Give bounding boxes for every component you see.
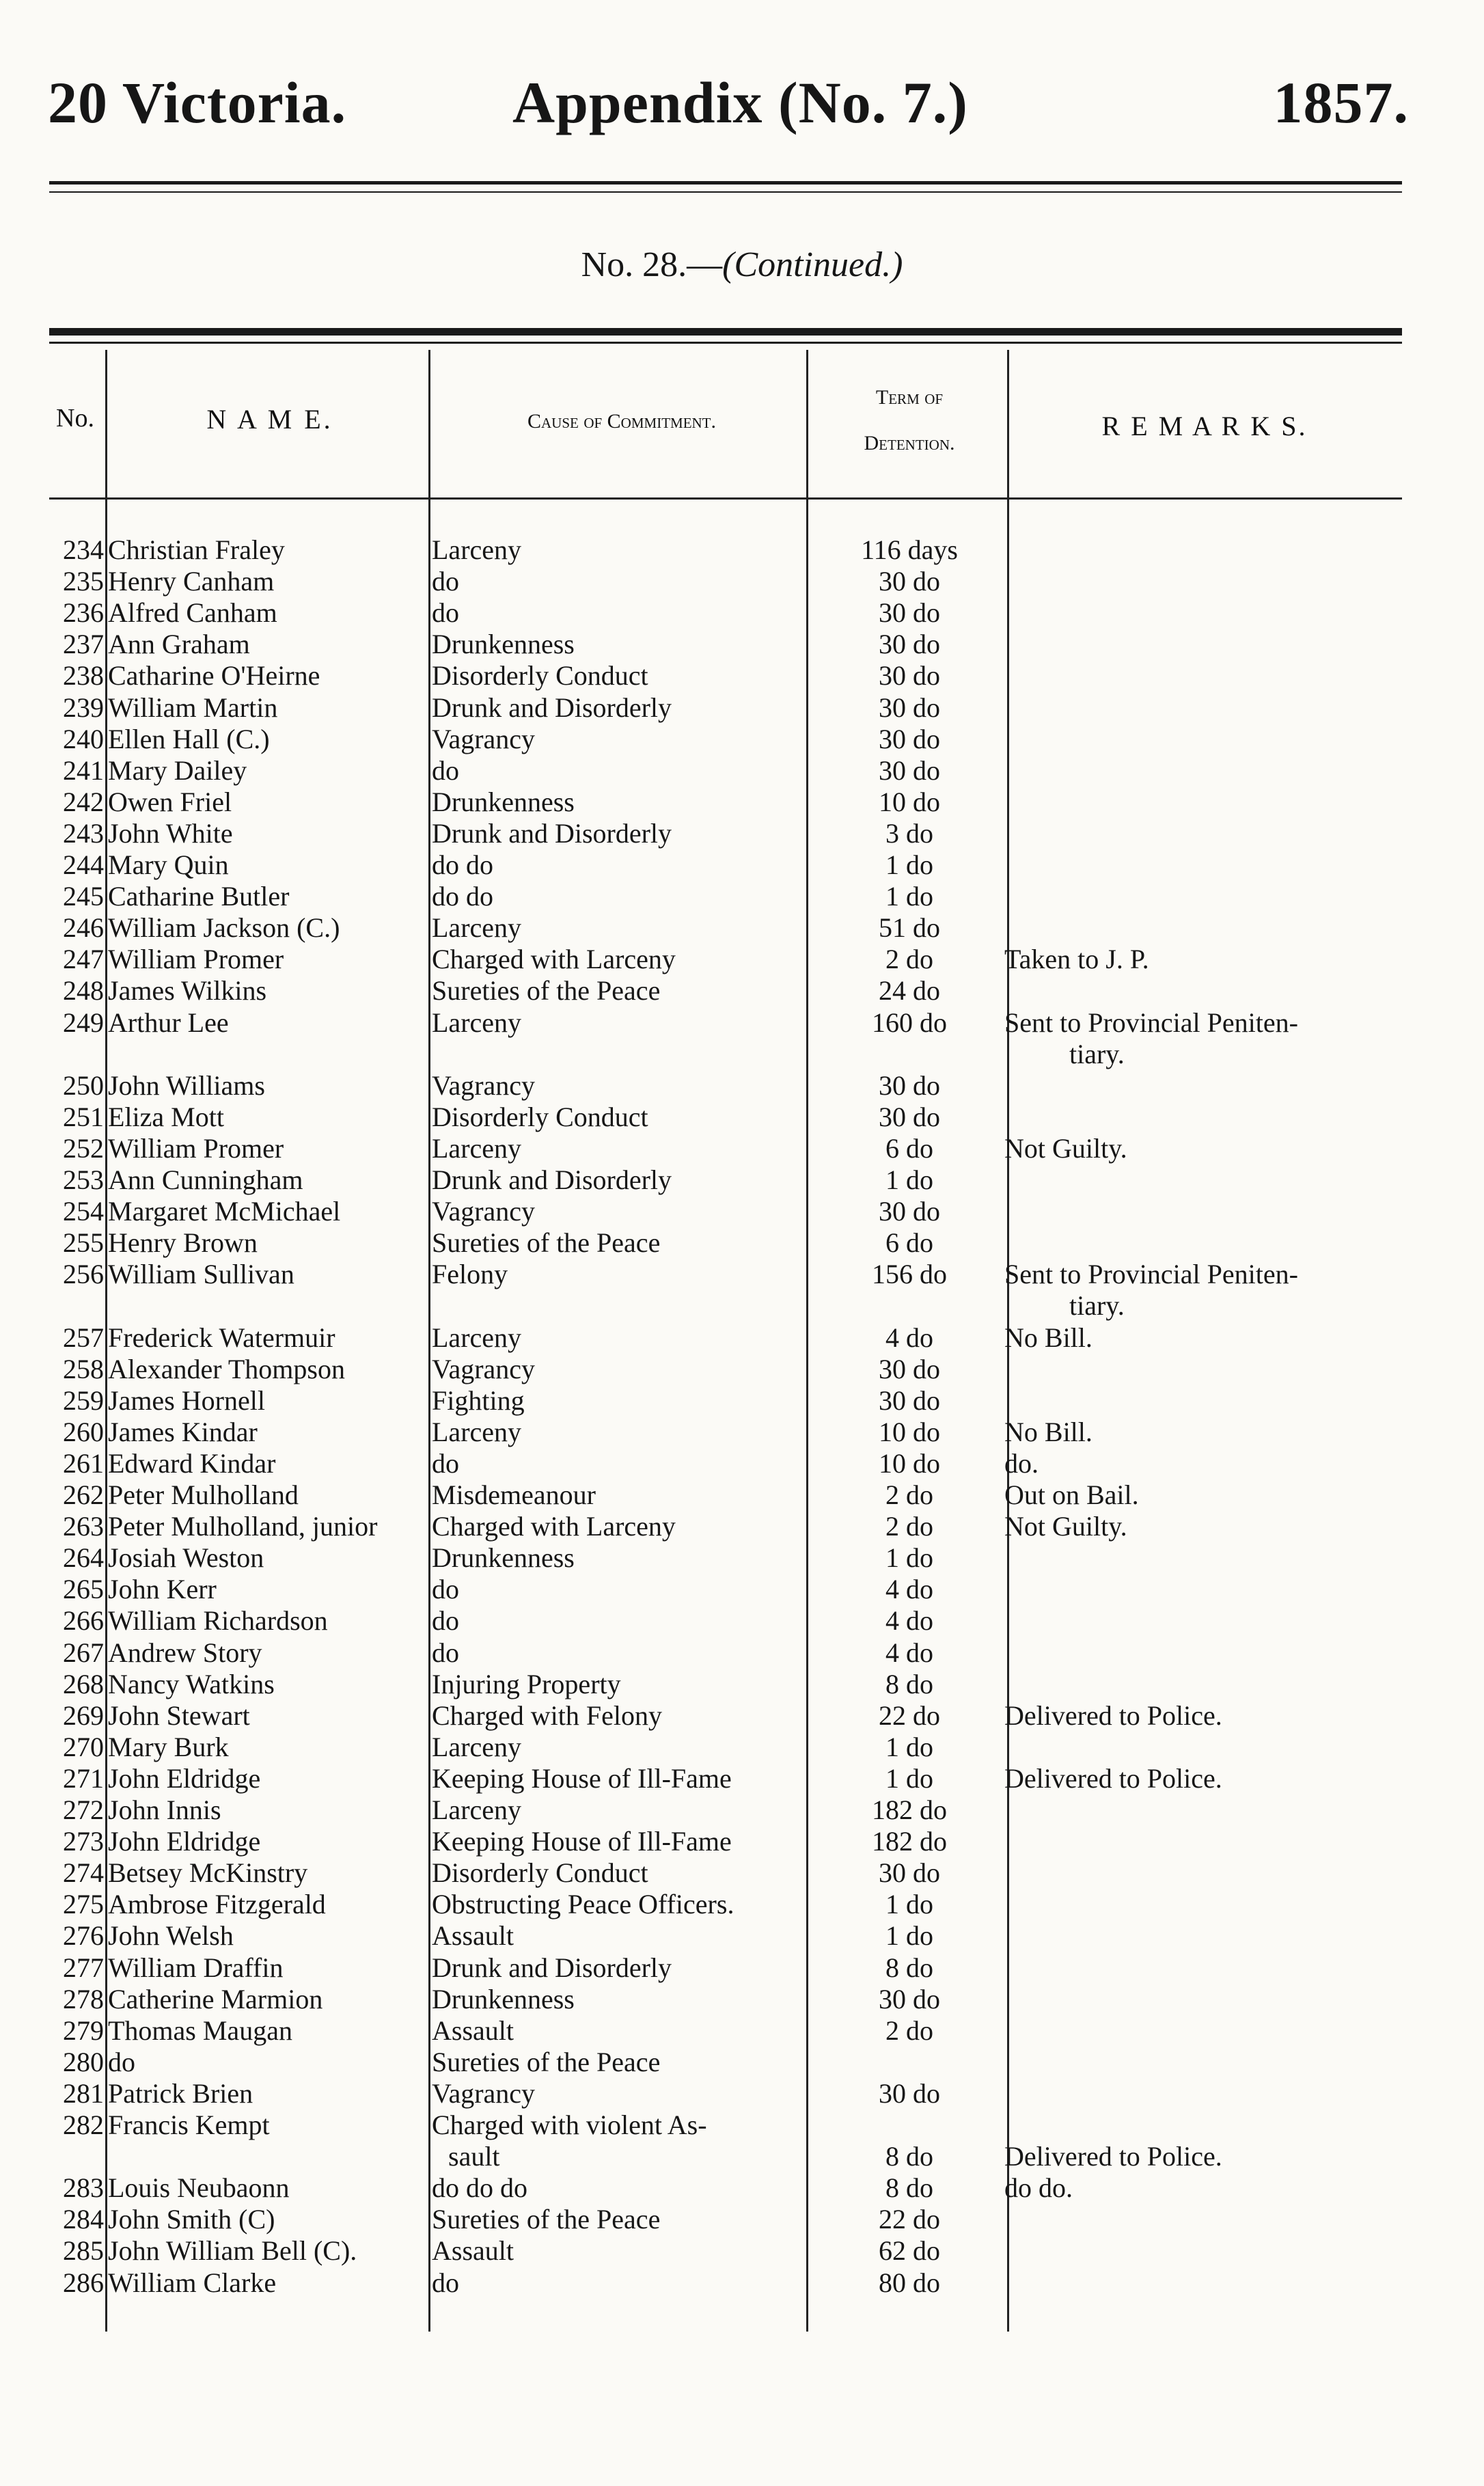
row-cause: Larceny [432,1416,522,1447]
row-cause: Drunk and Disorderly [432,692,672,723]
row-term: 1 do [885,1762,933,1794]
subtitle-continued: (Continued.) [722,245,903,284]
row-cause: do [432,1605,459,1637]
row-term: 6 do [885,1132,933,1164]
row-cause: Larceny [432,534,522,565]
row-remarks: Delivered to Police. [1004,1699,1222,1731]
table-row [0,1227,1484,1259]
row-cause: Larceny [432,1007,522,1038]
row-term: 1 do [885,881,933,912]
row-term: 30 do [879,1983,940,2014]
table-row [0,1259,1484,1322]
row-number: 236 [63,597,104,629]
row-term: 30 do [879,566,940,597]
row-name: Frederick Watermuir [108,1322,335,1353]
table-row [0,2172,1484,2204]
row-term: 1 do [885,1731,933,1762]
table-row [0,912,1484,944]
row-name: James Wilkins [108,975,267,1007]
row-term: 22 do [879,1699,940,1731]
table-row [0,787,1484,818]
row-term: 30 do [879,1353,940,1384]
row-cause: Assault [432,1920,514,1952]
row-cause: Keeping House of Ill-Fame [432,1762,732,1794]
row-number: 237 [63,629,104,660]
row-cause: Sureties of the Peace [432,2204,661,2235]
row-name: John Williams [108,1069,265,1101]
row-cause: Charged with violent As- [432,2109,707,2140]
row-remarks: Sent to Provincial Peniten- [1004,1259,1298,1290]
table-row [0,1763,1484,1794]
table-row [0,1794,1484,1826]
row-name: Owen Friel [108,786,232,817]
table-row [0,1605,1484,1637]
table-row [0,2235,1484,2267]
row-remarks-continued: tiary. [1069,1290,1125,1322]
row-cause: Misdemeanour [432,1479,596,1510]
row-term: 30 do [879,1196,940,1227]
table-row [0,2204,1484,2235]
row-cause: Larceny [432,1731,522,1762]
row-name: Arthur Lee [108,1007,229,1038]
row-remarks: Out on Bail. [1004,1479,1139,1510]
row-name: John Welsh [108,1920,234,1952]
row-number: 280 [63,2046,104,2077]
table-row [0,2015,1484,2047]
row-term: 62 do [879,2235,940,2267]
row-term: 156 do [872,1259,947,1290]
row-cause: Charged with Larceny [432,1511,676,1542]
table-row [0,975,1484,1007]
row-name: Alexander Thompson [108,1353,345,1384]
row-number: 248 [63,975,104,1007]
row-cause: Disorderly Conduct [432,1101,648,1132]
row-name: Betsey McKinstry [108,1857,308,1889]
table-row [0,1448,1484,1479]
row-name: Thomas Maugan [108,2014,292,2046]
row-term: 4 do [885,1574,933,1605]
row-term: 10 do [879,786,940,817]
column-header-name: N A M E. [206,404,333,435]
row-name: do [108,2046,135,2077]
row-name: William Martin [108,692,278,723]
table-row [0,1417,1484,1448]
table-top-rule-thin [49,342,1402,344]
row-number: 256 [63,1259,104,1290]
row-name: Ann Cunningham [108,1164,303,1195]
row-term: 1 do [885,1164,933,1195]
row-cause: Drunk and Disorderly [432,1164,672,1195]
row-number: 267 [63,1637,104,1668]
row-name: Ann Graham [108,629,250,660]
row-cause: Sureties of the Peace [432,975,661,1007]
row-name: William Richardson [108,1605,328,1637]
table-row [0,534,1484,566]
row-number: 241 [63,754,104,786]
row-term: 116 days [861,534,958,565]
row-term: 4 do [885,1322,933,1353]
row-cause: Drunk and Disorderly [432,1952,672,1983]
table-row [0,597,1484,629]
row-number: 283 [63,2172,104,2204]
row-cause: Disorderly Conduct [432,1857,648,1889]
header-rule-thick [49,181,1402,185]
row-name: John Innis [108,1794,221,1825]
header-year: 1857. [1273,70,1409,135]
row-cause: do [432,597,459,629]
column-header-cause: Cause of Commitment. [527,410,717,433]
row-cause: Sureties of the Peace [432,2046,661,2077]
row-name: William Clarke [108,2267,277,2298]
table-top-rule-thick [49,328,1402,336]
row-cause: Obstructing Peace Officers. [432,1889,734,1920]
row-cause: Fighting [432,1384,525,1416]
row-cause-continued: sault [448,2141,500,2172]
row-number: 255 [63,1227,104,1259]
row-name: Catharine Butler [108,881,290,912]
row-term: 2 do [885,1511,933,1542]
row-cause: do do [432,849,493,880]
table-row [0,1952,1484,1984]
row-number: 246 [63,912,104,944]
table-row [0,1102,1484,1133]
row-cause: Assault [432,2014,514,2046]
row-cause: Vagrancy [432,1196,536,1227]
row-name: Francis Kempt [108,2109,270,2140]
row-number: 285 [63,2235,104,2267]
row-number: 277 [63,1952,104,1983]
row-name: Mary Dailey [108,754,247,786]
row-name: Christian Fraley [108,534,285,565]
row-term: 1 do [885,1889,933,1920]
table-row [0,1354,1484,1385]
row-term: 30 do [879,1857,940,1889]
row-number: 282 [63,2109,104,2140]
row-number: 279 [63,2014,104,2046]
row-number: 275 [63,1889,104,1920]
row-number: 264 [63,1542,104,1574]
row-cause: do do [432,881,493,912]
row-remarks: do. [1004,1447,1039,1479]
row-name: John Kerr [108,1574,217,1605]
table-row [0,1889,1484,1920]
row-name: Josiah Weston [108,1542,264,1574]
row-number: 242 [63,786,104,817]
table-row [0,1984,1484,2015]
row-name: Eliza Mott [108,1101,224,1132]
row-name: Catherine Marmion [108,1983,323,2014]
row-term: 24 do [879,975,940,1007]
row-cause: Disorderly Conduct [432,660,648,692]
table-row [0,566,1484,597]
row-term: 30 do [879,1384,940,1416]
row-term: 2 do [885,944,933,975]
row-term: 22 do [879,2204,940,2235]
row-remarks: Not Guilty. [1004,1511,1127,1542]
row-cause: do [432,1574,459,1605]
row-term: 30 do [879,629,940,660]
row-number: 278 [63,1983,104,2014]
row-number: 253 [63,1164,104,1195]
row-name: John White [108,817,233,849]
row-term: 8 do [885,1668,933,1699]
row-term: 30 do [879,692,940,723]
table-row [0,1070,1484,1102]
table-row [0,1920,1484,1952]
row-term: 8 do [885,1952,933,1983]
row-name: Catharine O'Heirne [108,660,320,692]
row-name: Ellen Hall (C.) [108,723,270,754]
row-cause: Vagrancy [432,1353,536,1384]
row-term: 3 do [885,817,933,849]
row-name: Margaret McMichael [108,1196,341,1227]
row-cause: Keeping House of Ill-Fame [432,1826,732,1857]
row-cause: do [432,1637,459,1668]
row-number: 235 [63,566,104,597]
row-term: 1 do [885,1542,933,1574]
row-name: Alfred Canham [108,597,277,629]
row-number: 238 [63,660,104,692]
table-row [0,2109,1484,2172]
row-remarks: No Bill. [1004,1416,1093,1447]
row-name: Edward Kindar [108,1447,276,1479]
row-number: 245 [63,881,104,912]
row-remarks: Delivered to Police. [1004,1762,1222,1794]
row-term: 51 do [879,912,940,944]
row-cause: Drunkenness [432,1983,575,2014]
table-row [0,881,1484,912]
row-remarks: Sent to Provincial Peniten- [1004,1007,1298,1038]
row-number: 271 [63,1762,104,1794]
table-row [0,1700,1484,1732]
row-cause: Vagrancy [432,2077,536,2109]
table-row [0,944,1484,975]
table-row [0,1133,1484,1164]
row-term: 6 do [885,1227,933,1259]
row-cause: Felony [432,1259,508,1290]
row-number: 234 [63,534,104,565]
column-header-term-line1: Term of [875,386,944,409]
row-term: 30 do [879,1069,940,1101]
row-cause: Vagrancy [432,1069,536,1101]
header-rule-thin [49,191,1402,193]
row-remarks: No Bill. [1004,1322,1093,1353]
row-cause: do [432,566,459,597]
row-name: Peter Mulholland, junior [108,1511,378,1542]
table-row [0,1732,1484,1763]
row-cause: do [432,754,459,786]
row-name: Mary Quin [108,849,229,880]
row-number: 265 [63,1574,104,1605]
table-row [0,1322,1484,1354]
table-row [0,1857,1484,1889]
table-row [0,660,1484,692]
row-number: 257 [63,1322,104,1353]
row-name: John Eldridge [108,1826,261,1857]
table-row [0,849,1484,881]
row-name: James Kindar [108,1416,258,1447]
row-name: John Eldridge [108,1762,261,1794]
row-term: 182 do [872,1826,947,1857]
table-row [0,1637,1484,1669]
table-row [0,1385,1484,1417]
row-number: 276 [63,1920,104,1952]
row-number: 263 [63,1511,104,1542]
row-number: 243 [63,817,104,849]
table-row [0,1574,1484,1605]
table-row [0,629,1484,660]
column-header-rule [49,497,1402,500]
table-row [0,1479,1484,1511]
row-remarks: Taken to J. P. [1004,944,1149,975]
row-term: 30 do [879,660,940,692]
row-name: William Promer [108,1132,284,1164]
row-term: 10 do [879,1447,940,1479]
row-cause: Larceny [432,1132,522,1164]
table-row [0,1007,1484,1070]
row-number: 281 [63,2077,104,2109]
row-name: John Stewart [108,1699,250,1731]
row-term: 2 do [885,1479,933,1510]
row-remarks: Not Guilty. [1004,1132,1127,1164]
row-cause: Assault [432,2235,514,2267]
header-volume: 20 Victoria. [48,70,347,135]
column-header-term-line2: Detention. [864,432,955,454]
table-row [0,818,1484,849]
row-cause: do [432,2267,459,2298]
row-cause: Larceny [432,1322,522,1353]
row-name: John Smith (C) [108,2204,275,2235]
row-term: 182 do [872,1794,947,1825]
row-term: 30 do [879,754,940,786]
row-number: 269 [63,1699,104,1731]
row-term: 4 do [885,1605,933,1637]
row-number: 258 [63,1353,104,1384]
row-name: William Jackson (C.) [108,912,340,944]
row-term: 1 do [885,1920,933,1952]
row-cause: do do do [432,2172,527,2204]
row-name: William Promer [108,944,284,975]
row-cause: Drunkenness [432,1542,575,1574]
header-appendix: Appendix (No. 7.) [512,70,968,135]
row-number: 284 [63,2204,104,2235]
row-remarks-continued: tiary. [1069,1038,1125,1069]
row-name: Patrick Brien [108,2077,253,2109]
table-row [0,2267,1484,2299]
row-term: 30 do [879,2077,940,2109]
table-row [0,1669,1484,1700]
table-row [0,1542,1484,1574]
row-name: Henry Canham [108,566,275,597]
row-number: 270 [63,1731,104,1762]
table-row [0,2078,1484,2109]
row-cause: Sureties of the Peace [432,1227,661,1259]
row-name: William Sullivan [108,1259,294,1290]
row-number: 259 [63,1384,104,1416]
row-number: 247 [63,944,104,975]
row-name: Ambrose Fitzgerald [108,1889,326,1920]
row-term: 8 do [885,2172,933,2204]
row-term-continued: 8 do [885,2141,933,2172]
column-header-remarks: R E M A R K S. [1101,411,1308,441]
row-name: Louis Neubaonn [108,2172,290,2204]
table-row [0,1196,1484,1227]
table-row [0,2047,1484,2078]
row-term: 30 do [879,597,940,629]
row-name: Nancy Watkins [108,1668,275,1699]
table-row [0,724,1484,755]
row-cause: Larceny [432,912,522,944]
row-name: Peter Mulholland [108,1479,299,1510]
row-number: 250 [63,1069,104,1101]
row-name: William Draffin [108,1952,284,1983]
table-row [0,692,1484,724]
row-number: 240 [63,723,104,754]
row-term: 1 do [885,849,933,880]
row-term: 80 do [879,2267,940,2298]
row-number: 272 [63,1794,104,1825]
row-cause: Drunkenness [432,629,575,660]
row-number: 252 [63,1132,104,1164]
row-cause: Drunk and Disorderly [432,817,672,849]
row-name: James Hornell [108,1384,265,1416]
row-cause: Charged with Larceny [432,944,676,975]
table-row [0,755,1484,787]
row-number: 244 [63,849,104,880]
row-number: 260 [63,1416,104,1447]
row-number: 273 [63,1826,104,1857]
row-number: 239 [63,692,104,723]
row-name: Henry Brown [108,1227,258,1259]
row-term: 10 do [879,1416,940,1447]
row-remarks: do do. [1004,2172,1073,2204]
row-name: Mary Burk [108,1731,229,1762]
row-cause: Drunkenness [432,786,575,817]
row-cause: do [432,1447,459,1479]
row-number: 262 [63,1479,104,1510]
table-row [0,1511,1484,1542]
row-term: 4 do [885,1637,933,1668]
table-subtitle [0,245,1484,285]
column-header-no: No. [56,404,94,433]
row-term: 160 do [872,1007,947,1038]
row-term: 2 do [885,2014,933,2046]
row-term: 30 do [879,1101,940,1132]
row-cause: Vagrancy [432,723,536,754]
row-name: John William Bell (C). [108,2235,357,2267]
table-row [0,1826,1484,1857]
table-row [0,1164,1484,1196]
row-remarks-continued: Delivered to Police. [1004,2141,1222,2172]
row-number: 249 [63,1007,104,1038]
row-number: 254 [63,1196,104,1227]
row-cause: Charged with Felony [432,1699,663,1731]
row-number: 268 [63,1668,104,1699]
row-number: 261 [63,1447,104,1479]
row-name: Andrew Story [108,1637,262,1668]
row-term: 30 do [879,723,940,754]
row-cause: Larceny [432,1794,522,1825]
row-number: 251 [63,1101,104,1132]
row-number: 266 [63,1605,104,1637]
subtitle-number: No. 28.— [581,245,723,284]
row-cause: Injuring Property [432,1668,621,1699]
row-number: 274 [63,1857,104,1889]
row-number: 286 [63,2267,104,2298]
